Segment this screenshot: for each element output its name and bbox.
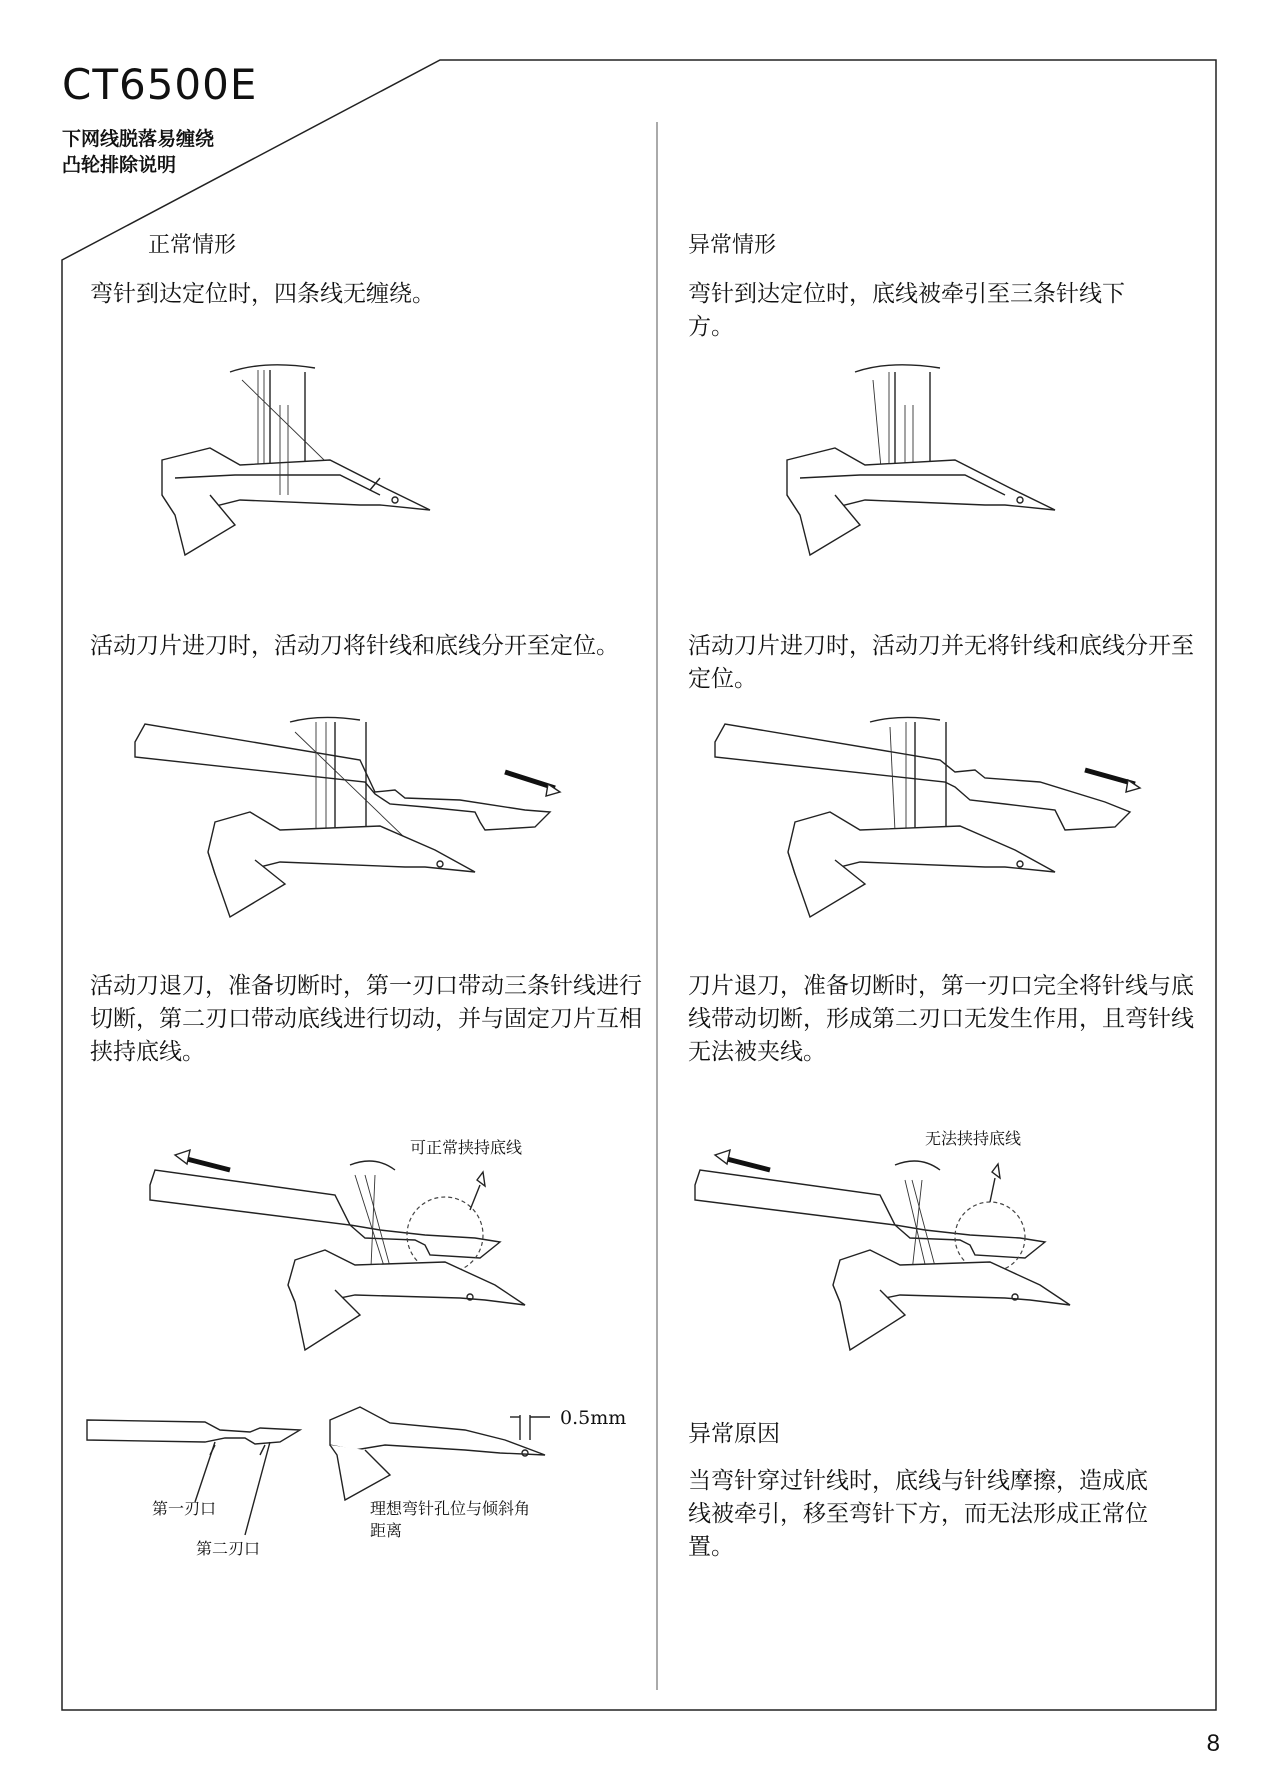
normal-step1: 弯针到达定位时，四条线无缠绕。 (90, 281, 435, 307)
needle-hole-detail-figure (325, 1395, 555, 1505)
first-edge-label: 第一刃口 (152, 1499, 217, 1518)
normal-step2: 活动刀片进刀时，活动刀将针线和底线分开至定位。 (90, 633, 619, 659)
doc-subtitle (62, 126, 214, 178)
abnormal-heading: 异常情形 (688, 233, 777, 258)
normal-step3: 活动刀退刀，准备切断时，第一刃口带动三条针线进行切断，第二刃口带动底线进行切动，并与固定刀片互相挟持底线。 (90, 973, 642, 1065)
normal-heading: 正常情形 (148, 233, 237, 258)
abnormal-cause-heading: 异常原因 (688, 1421, 780, 1447)
needle-normal-figure (140, 360, 440, 560)
subtitle-line-1: 下网线脱落易缠绕 (62, 128, 215, 150)
knife-retract-abnormal-figure (690, 1130, 1090, 1360)
normal-callout: 可正常挟持底线 (410, 1138, 523, 1157)
second-edge-label: 第二刃口 (196, 1539, 261, 1558)
knife-advance-normal-figure (130, 712, 570, 922)
dimension-label: 0.5mm (560, 1407, 627, 1429)
abnormal-step1: 弯针到达定位时，底线被牵引至三条针线下方。 (688, 281, 1125, 340)
abnormal-cause-text: 当弯针穿过针线时，底线与针线摩擦，造成底线被牵引，移至弯针下方，而无法形成正常位置。 (688, 1468, 1148, 1560)
ideal-position-label: 理想弯针孔位与倾斜角距离 (370, 1499, 531, 1540)
model-title: CT6500E (62, 60, 258, 109)
knife-advance-abnormal-figure (710, 712, 1150, 922)
edge-pointer-lines (150, 1440, 280, 1540)
abnormal-step3: 刀片退刀，准备切断时，第一刃口完全将针线与底线带动切断，形成第二刃口无发生作用，且弯针线无法被夹线。 (688, 973, 1194, 1065)
abnormal-callout: 无法挟持底线 (925, 1129, 1022, 1148)
knife-retract-normal-figure (145, 1130, 545, 1360)
abnormal-step2: 活动刀片进刀时，活动刀并无将针线和底线分开至定位。 (688, 633, 1194, 692)
subtitle-line-2: 凸轮排除说明 (62, 154, 177, 176)
needle-abnormal-figure (765, 360, 1065, 560)
page-number: 8 (1206, 1730, 1220, 1757)
